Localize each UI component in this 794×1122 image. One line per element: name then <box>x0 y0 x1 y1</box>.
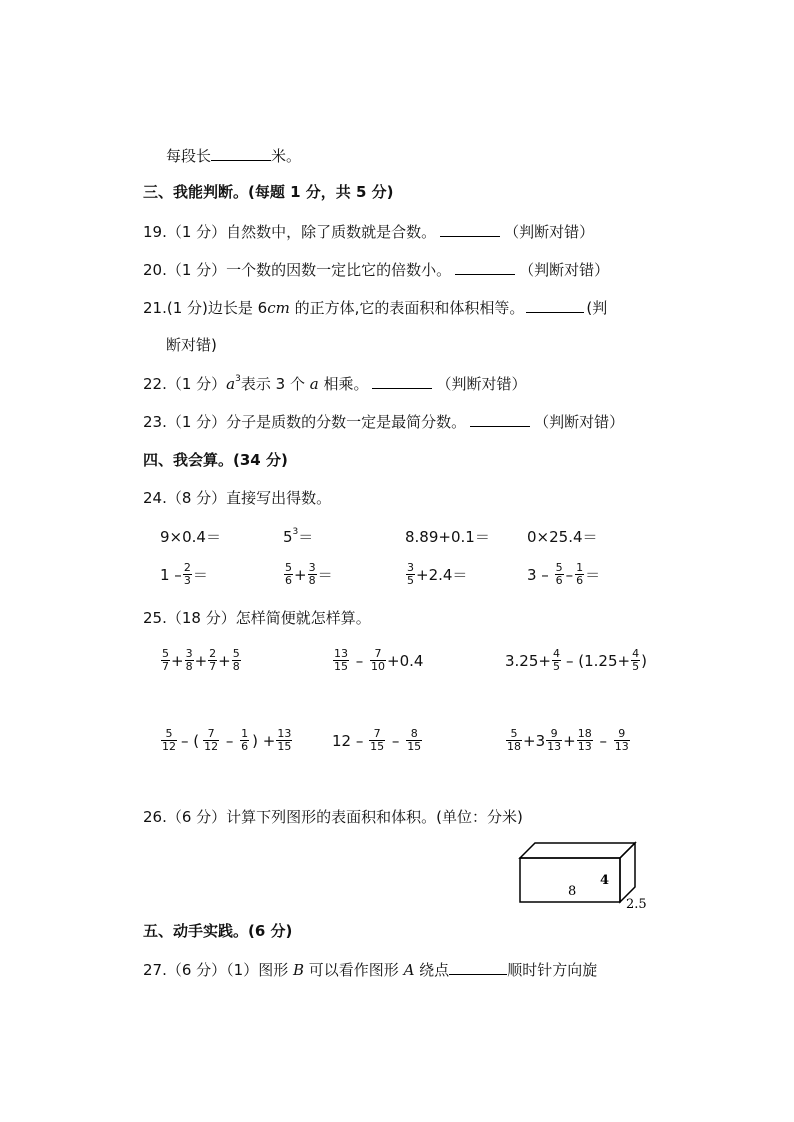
mixed-int: +3 <box>523 731 546 750</box>
q27-blank[interactable] <box>449 958 507 975</box>
fraction: $\frac{5}{7}$ <box>162 647 169 673</box>
var-b: B <box>292 961 305 979</box>
q25-r2-b: 12 – $\frac{7}{15}$ – $\frac{8}{15}$ <box>332 727 422 753</box>
q23-text: 23.（1 分）分子是质数的分数一定是最简分数。 <box>143 413 467 431</box>
q24-r1-a: 9×0.4＝ <box>160 528 221 546</box>
fraction: $\frac{7}{12}$ <box>204 727 219 753</box>
q27-mid2: 绕点 <box>414 961 450 979</box>
mid: – (1.25+ <box>565 651 631 670</box>
fraction: $\frac{2}{3}$ <box>183 561 191 587</box>
question-21-cont: 断对错) <box>166 336 217 354</box>
question-21 <box>143 296 607 319</box>
q22-var2: a <box>309 375 319 393</box>
fraction: $\frac{8}{15}$ <box>407 727 422 753</box>
q22-blank[interactable] <box>372 372 432 389</box>
q24-r1-d: 0×25.4＝ <box>527 528 598 546</box>
fraction: $\frac{3}{8}$ <box>185 647 193 673</box>
fraction: $\frac{3}{5}$ <box>407 561 414 587</box>
q23-blank[interactable] <box>470 410 530 427</box>
q19-text: 19.（1 分）自然数中，除了质数就是合数。 <box>143 223 437 241</box>
q27-pre: 27.（6 分）（1）图形 <box>143 961 293 979</box>
question-22 <box>143 372 526 395</box>
fraction: $\frac{13}{15}$ <box>334 647 348 673</box>
q22-post: 相乘。 <box>318 375 369 393</box>
q25-r2-c: $\frac{5}{18}$ +3 $\frac{9}{13}$ + $\frac{18}{13}$ – $\frac{9}{13}$ <box>507 727 629 753</box>
open: – ( <box>181 731 200 750</box>
q21-unit: cm <box>267 299 290 317</box>
q22-mid: 表示 3 个 <box>240 375 310 393</box>
plus: + <box>294 565 307 584</box>
int: 12 – <box>332 731 364 750</box>
q22-tail: （判断对错） <box>436 375 527 393</box>
fraction: $\frac{9}{13}$ <box>547 727 562 753</box>
q22-pre: 22.（1 分） <box>143 375 227 393</box>
q22-exp: 3 <box>235 374 241 384</box>
q22-var: a <box>226 375 236 393</box>
q25-r1-c <box>505 648 647 673</box>
fraction: $\frac{4}{5}$ <box>552 647 560 673</box>
q25-r1-b: $\frac{13}{15}$ – $\frac{7}{10}$ +0.4 <box>334 647 424 673</box>
minus: – <box>565 565 574 584</box>
eq: ＝ <box>317 565 333 584</box>
q20-tail: （判断对错） <box>519 261 610 279</box>
question-24: 24.（8 分）直接写出得数。 <box>143 489 332 507</box>
question-25: 25.（18 分）怎样简便就怎样算。 <box>143 609 371 627</box>
q20-blank[interactable] <box>455 258 515 275</box>
question-19 <box>143 220 594 243</box>
q25-r2-a: $\frac{5}{12}$ – ( $\frac{7}{12}$ – $\frac{1}{6}$ ) + $\frac{13}{15}$ <box>162 727 292 753</box>
q24-r1-c: 8.89+0.1＝ <box>405 528 490 546</box>
fraction: $\frac{13}{15}$ <box>277 727 292 753</box>
var-a: A <box>403 961 415 979</box>
eq: ＝ <box>585 565 601 584</box>
rest: +2.4＝ <box>416 565 468 584</box>
b-exp: 3 <box>292 527 299 537</box>
fraction: $\frac{7}{15}$ <box>370 727 385 753</box>
q20-text: 20.（1 分）一个数的因数一定比它的倍数小。 <box>143 261 452 279</box>
fraction: $\frac{5}{8}$ <box>232 647 240 673</box>
q19-tail: （判断对错） <box>504 223 595 241</box>
eq: ＝ <box>192 565 208 584</box>
b-base: 5 <box>283 528 293 546</box>
q21-tail: (判 <box>586 299 608 317</box>
q27-mid: 可以看作图形 <box>304 961 404 979</box>
fraction: $\frac{1}{6}$ <box>241 727 249 753</box>
section-4-heading: 四、我会算。(34 分) <box>143 451 288 469</box>
fraction: $\frac{4}{5}$ <box>632 647 640 673</box>
fraction: $\frac{9}{13}$ <box>614 727 629 753</box>
fraction: $\frac{5}{6}$ <box>555 561 563 587</box>
width-label: 2.5 <box>626 897 647 912</box>
q24-r2-b <box>283 562 333 587</box>
q21-text2: 的正方体,它的表面积和体积相等。 <box>289 299 525 317</box>
q23-tail: （判断对错） <box>534 413 625 431</box>
pre: 3.25+ <box>505 651 551 670</box>
q24-r2-a <box>160 562 208 587</box>
section-5-heading: 五、动手实践。(6 分) <box>143 922 293 940</box>
fraction: $\frac{5}{12}$ <box>162 727 176 753</box>
q24-r2-d <box>527 562 600 587</box>
int: 1 – <box>160 565 182 584</box>
unit-text: 米。 <box>271 147 302 165</box>
q25-r1-a: $\frac{5}{7}$ + $\frac{3}{8}$ + $\frac{2}{7}$ + $\frac{5}{8}$ <box>162 647 240 673</box>
q19-blank[interactable] <box>440 220 500 237</box>
close: ) + <box>252 731 276 750</box>
fraction: $\frac{2}{7}$ <box>209 647 217 673</box>
cuboid-figure <box>510 838 660 912</box>
fraction: $\frac{5}{18}$ <box>507 727 521 753</box>
q24-r1-b <box>283 526 313 548</box>
q21-blank[interactable] <box>526 296 584 313</box>
continuation-text: 每段长 <box>166 147 212 165</box>
fraction: $\frac{18}{13}$ <box>577 727 592 753</box>
int: 3 – <box>527 565 549 584</box>
q27-post: 顺时针方向旋 <box>507 961 598 979</box>
fraction: $\frac{5}{6}$ <box>285 561 292 587</box>
fraction: $\frac{3}{8}$ <box>308 561 316 587</box>
fraction: $\frac{1}{6}$ <box>576 561 584 587</box>
continuation-line <box>166 144 301 167</box>
question-20 <box>143 258 609 281</box>
height-label: 4 <box>600 873 610 888</box>
fraction: $\frac{7}{10}$ <box>371 647 386 673</box>
b-eq: ＝ <box>298 528 314 546</box>
answer-blank[interactable] <box>211 144 271 161</box>
rest: +0.4 <box>387 651 424 670</box>
section-3-heading: 三、我能判断。(每题 1 分，共 5 分) <box>143 183 394 201</box>
close: ) <box>641 651 647 670</box>
question-27 <box>143 958 597 981</box>
q21-text: 21.(1 分)边长是 6 <box>143 299 268 317</box>
length-label: 8 <box>568 884 577 899</box>
question-26: 26.（6 分）计算下列图形的表面积和体积。(单位：分米) <box>143 808 523 826</box>
question-23 <box>143 410 624 433</box>
q24-r2-c <box>405 562 467 587</box>
